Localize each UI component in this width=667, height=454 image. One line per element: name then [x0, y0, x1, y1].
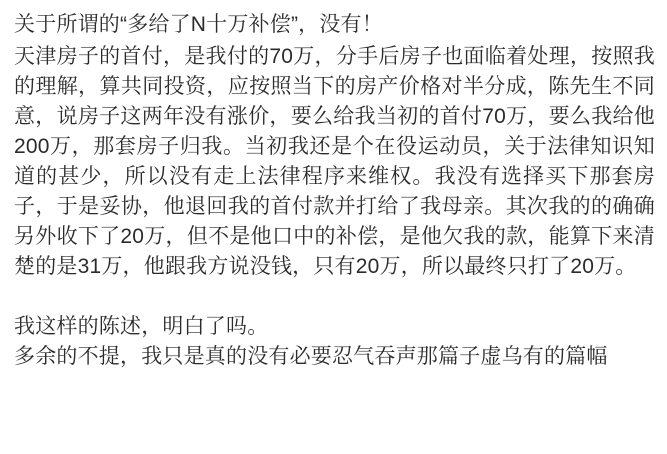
paragraph-body: 天津房子的首付，是我付的70万，分手后房子也面临着处理，按照我的理解，算共同投资，应按照当下的房产价格对半分成，陈先生不同意，说房子这两年没有涨价，要么给我当初的首付70万，要么我给他200万，那套房子归我。当初我还是个在役运动员，关于法律知识知道的甚少，所以没有走上法律程序来维权。我没有选择买下那套房子，于是妥协，他退回我的首付款并打给了我母亲。其次我的的确确另外收下了20万，但不是他口中的补偿，是他欠我的款，能算下来清楚的是31万，他跟我方说没钱，只有20万，所以最终只打了20万。: [14, 45, 655, 278]
paragraph-headline: 关于所谓的“多给了N十万补偿”，没有！: [14, 13, 383, 36]
paragraph-statement: 我这样的陈述，明白了吗。: [14, 315, 269, 338]
paragraph-closing: 多余的不提，我只是真的没有必要忍气吞声那篇子虚乌有的篇幅: [14, 345, 608, 368]
paragraph-spacer: [14, 282, 655, 312]
